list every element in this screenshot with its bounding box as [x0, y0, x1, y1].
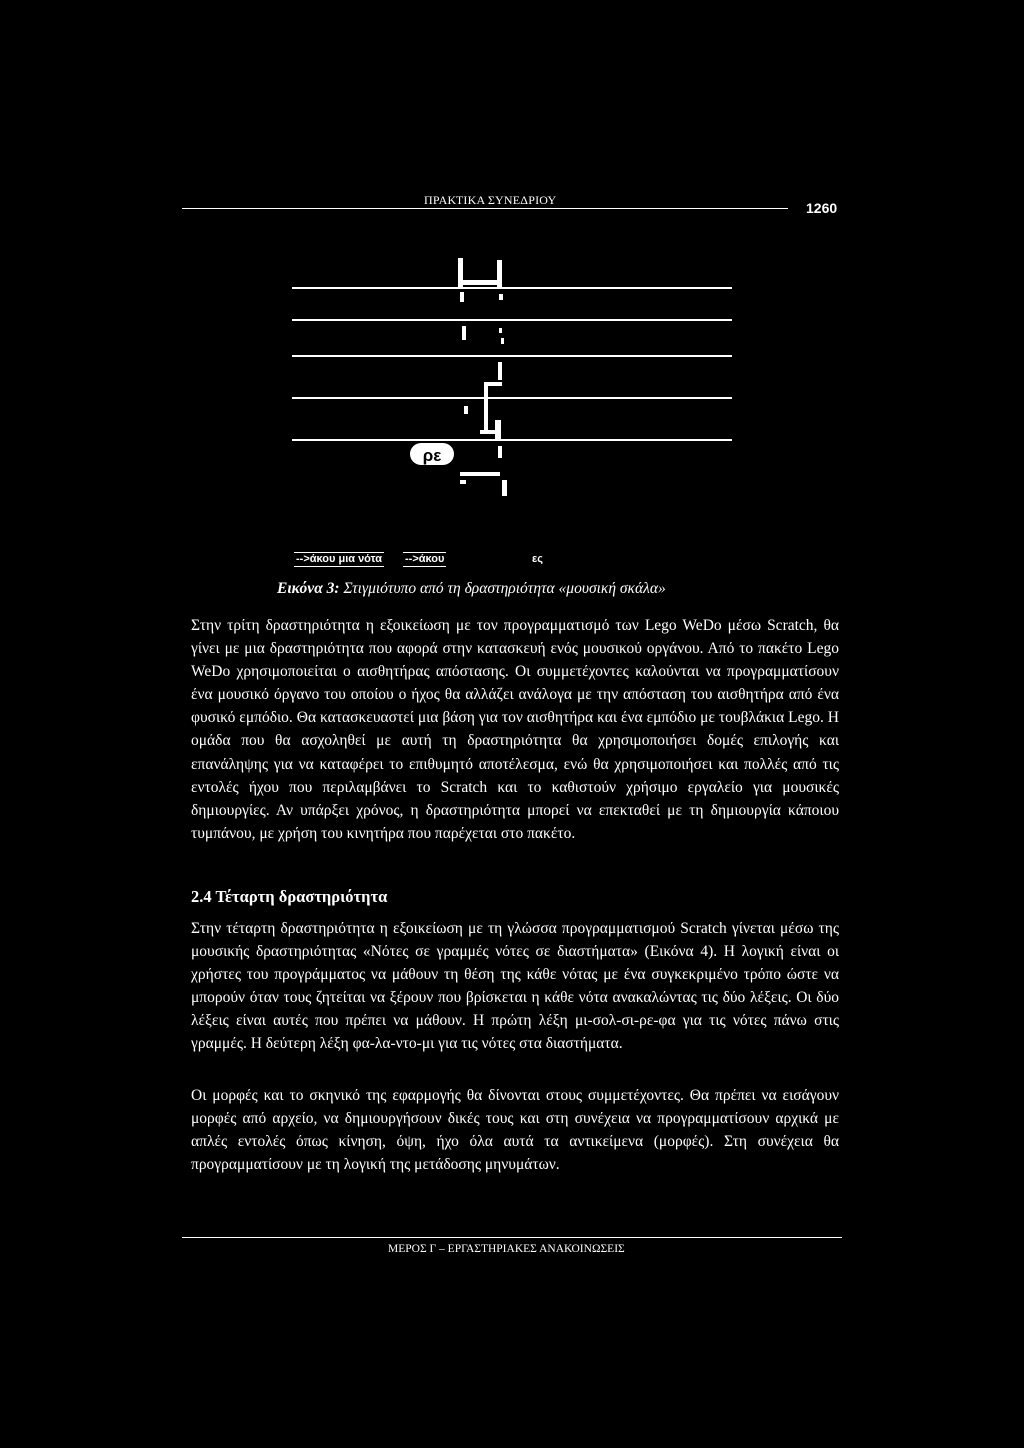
body-paragraph-3: Οι μορφές και το σκηνικό της εφαρμογής θα δίνονται στους συμμετέχοντες. Θα πρέπει να εισάγουν μορφές από αρχείο, να δημιουργήσουν δικές τους και στη συνέχεια να προγραμματίσουν αρχικά με απλές εντολές όπως κίνηση, όψη, ήχο όλα αυτά τα αντικείμενα (μορφές). Στη συνέχεια θα προγραμματίσουν με τη λογική της μετάδοσης μηνυμάτων.: [191, 1087, 839, 1174]
running-header-title: ΠΡΑΚΤΙΚΑ ΣΥΝΕΔΡΙΟΥ: [424, 193, 557, 207]
glitch-sprite-column: [458, 258, 507, 496]
footer-rule: [182, 1237, 842, 1238]
figure-caption-label: Εικόνα 3:: [277, 580, 340, 597]
page-number: 1260: [806, 200, 838, 216]
figure-caption: [277, 580, 666, 598]
figure-block-label-fragment: ες: [532, 553, 543, 565]
running-footer: ΜΕΡΟΣ Γ – ΕΡΓΑΣΤΗΡΙΑΚΕΣ ΑΝΑΚΟΙΝΩΣΕΙΣ: [388, 1243, 625, 1255]
section-heading: 2.4 Τέταρτη δραστηριότητα: [191, 887, 388, 906]
figure-block-label-play-note: -->άκου μια νότα: [296, 553, 382, 565]
figure-music-scale-screenshot: [280, 250, 740, 580]
staff-lines: [292, 288, 732, 440]
body-paragraph-2: Στην τέταρτη δραστηριότητα η εξοικείωση με τη γλώσσα προγραμματισμού Scratch γίνεται μέσω της μουσικής δραστηριότητας «Νότες σε γραμμές νότες σε διαστήματα» (Εικόνα 4). Η λογική είναι οι χρήστες του προγράμματος να μάθουν τη θέση της κάθε νότας με ένα συγκεκριμένο τρόπο ώστε να μπορούν όταν τους ζητείται να ξέρουν που βρίσκεται η κάθε νότα ανακαλώντας τις δύο λέξεις. Οι δύο λέξεις είναι αυτές που πρέπει να μάθουν. Η πρώτη λέξη μι-σολ-σι-ρε-φα για τις νότες πάνω στις γραμμές. Η δεύτερη λέξη φα-λα-ντο-μι για τις νότες στα διαστήματα.: [191, 920, 839, 1053]
header-rule: [182, 208, 788, 209]
note-badge-label: ρε: [422, 446, 442, 465]
figure-block-label-play: -->άκου: [405, 553, 445, 565]
body-paragraph-1: Στην τρίτη δραστηριότητα η εξοικείωση με τον προγραμματισμό των Lego WeDo μέσω Scratch, θα γίνει με μια δραστηριότητα που αφορά στην κατασκευή ενός μουσικού οργάνου. Από το πακέτο Lego WeDo χρησιμοποιείται ο αισθητήρας απόστασης. Οι συμμετέχοντες καλούνται να προγραμματίσουν ένα μουσικό όργανο του οποίου ο ήχος θα αλλάζει ανάλογα με την απόσταση του αισθητήρα από ένα φυσικό εμπόδιο. Θα κατασκευαστεί μια βάση για τον αισθητήρα και ένα εμπόδιο με τουβλάκια Lego. Η ομάδα που θα ασχοληθεί με αυτή τη δραστηριότητα θα χρησιμοποιήσει δομές επιλογής και επανάληψης για να καταφέρει το επιθυμητό αποτέλεσμα, ενώ θα χρησιμοποιήσει και πολλές από τις εντολές ήχου που περιλαμβάνει το Scratch και το καθιστούν χρήσιμο εργαλείο για μουσικές δημιουργίες. Αν υπάρξει χρόνος, η δραστηριότητα μπορεί να επεκταθεί με τη δημιουργία κάποιου τυμπάνου, με χρήση του κινητήρα που παρέχεται στο πακέτο.: [191, 617, 839, 842]
note-badge: [410, 443, 454, 465]
figure-caption-text: Στιγμιότυπο από τη δραστηριότητα «μουσική σκάλα»: [339, 580, 666, 597]
